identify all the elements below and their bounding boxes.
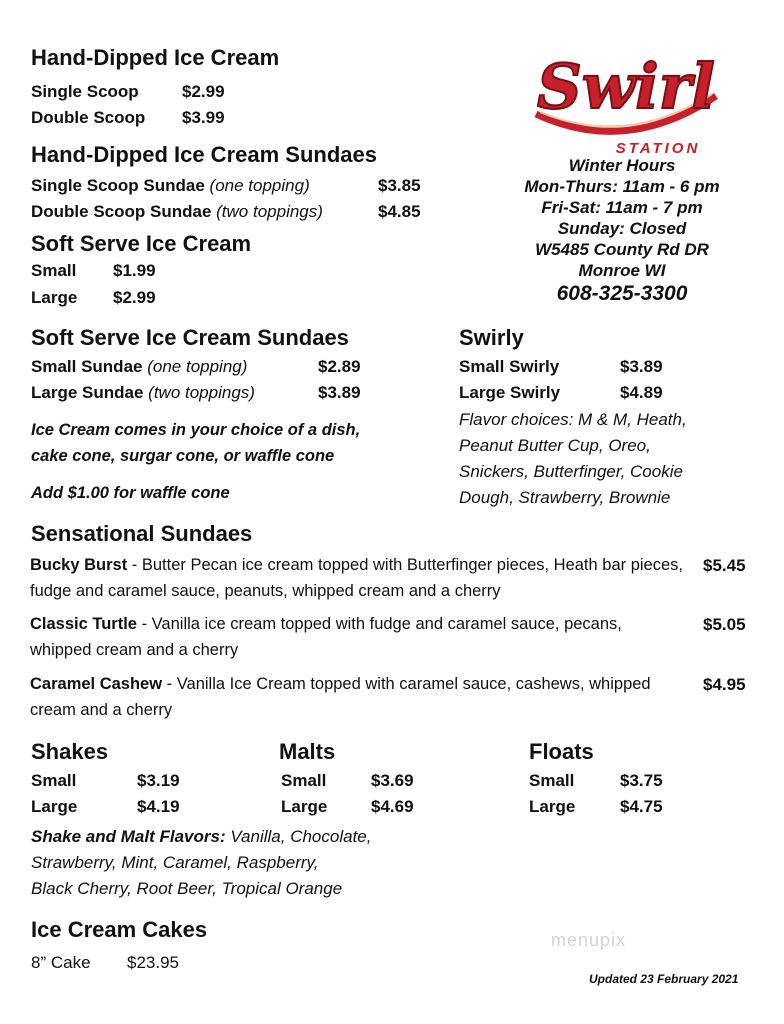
- phone-number: 608-325-3300: [556, 282, 688, 305]
- address-line: W5485 County Rd DR: [535, 240, 709, 259]
- updated-date: Updated 23 February 2021: [589, 972, 739, 986]
- item-price: $2.99: [182, 82, 225, 101]
- sundae-item: [30, 552, 686, 604]
- menupix-watermark: menupix: [551, 930, 627, 950]
- item-name: Single Scoop Sundae: [31, 176, 205, 195]
- swirl-logo-graphic: [526, 36, 722, 160]
- section-title: Sensational Sundaes: [31, 521, 253, 546]
- item-name: Single Scoop: [31, 82, 139, 101]
- item-description: - Vanilla ice cream topped with fudge and caramel sauce, pecans, whipped cream and a cherry: [30, 615, 622, 659]
- shake-flavors-label: Shake and Malt Flavors:: [31, 827, 226, 846]
- shake-flavors-line: Black Cherry, Root Beer, Tropical Orange: [31, 879, 343, 898]
- item-name: Caramel Cashew: [30, 675, 163, 693]
- item-name: 8” Cake: [31, 953, 91, 972]
- item-price: $3.99: [182, 108, 225, 127]
- logo-brand-text: Swirl: [537, 50, 715, 123]
- address-line: Monroe WI: [578, 261, 666, 280]
- menu-item: [31, 383, 255, 403]
- item-name: Small: [31, 261, 77, 280]
- menu-item: [31, 357, 247, 377]
- item-name: Small: [281, 771, 327, 790]
- item-name: Large: [31, 797, 78, 816]
- section-title: Hand-Dipped Ice Cream Sundaes: [31, 142, 377, 167]
- shake-flavors-line: Strawberry, Mint, Caramel, Raspberry,: [31, 853, 319, 872]
- menu-item: [31, 202, 323, 222]
- item-name: Small: [529, 771, 575, 790]
- sundae-item: [30, 611, 686, 663]
- swirly-flavors-line: Dough, Strawberry, Brownie: [459, 488, 671, 507]
- item-price: $3.69: [371, 771, 414, 790]
- item-price: $1.99: [113, 261, 156, 280]
- hours-line: Mon-Thurs: 11am - 6 pm: [524, 177, 720, 196]
- section-title: Floats: [529, 739, 594, 764]
- item-name: Large Swirly: [459, 383, 561, 402]
- section-title: Swirly: [459, 325, 524, 350]
- item-price: $3.89: [620, 357, 663, 376]
- hours-title: Winter Hours: [568, 156, 676, 175]
- item-name: Small: [31, 771, 77, 790]
- item-note: (two toppings): [148, 383, 255, 402]
- waffle-cone-note: Add $1.00 for waffle cone: [31, 484, 230, 502]
- shake-flavors-line: [31, 827, 371, 847]
- item-name: Large: [31, 288, 78, 307]
- item-name: Large: [529, 797, 576, 816]
- item-name: Small Swirly: [459, 357, 560, 376]
- item-name: Large Sundae: [31, 383, 144, 402]
- swirly-flavors-line: Flavor choices: M & M, Heath,: [459, 410, 687, 429]
- section-title: Soft Serve Ice Cream Sundaes: [31, 325, 349, 350]
- swirly-flavors-line: Peanut Butter Cup, Oreo,: [459, 436, 651, 455]
- item-name: Small Sundae: [31, 357, 143, 376]
- hours-line: Fri-Sat: 11am - 7 pm: [541, 198, 703, 217]
- item-note: (one topping): [209, 176, 310, 195]
- section-title: Hand-Dipped Ice Cream: [31, 45, 280, 70]
- section-title: Soft Serve Ice Cream: [31, 231, 252, 256]
- hours-line: Sunday: Closed: [557, 219, 687, 238]
- item-price: $2.89: [318, 357, 361, 376]
- item-price: $3.89: [318, 383, 361, 402]
- item-name: Double Scoop Sundae: [31, 202, 212, 221]
- item-price: $4.75: [620, 797, 663, 816]
- item-name: Classic Turtle: [30, 615, 137, 633]
- item-price: $3.85: [378, 176, 421, 195]
- logo-sub-text: STATION: [615, 140, 701, 157]
- item-name: Double Scoop: [31, 108, 146, 127]
- item-name: Large: [281, 797, 328, 816]
- item-price: $4.89: [620, 383, 663, 402]
- item-price: $2.99: [113, 288, 156, 307]
- item-price: $4.95: [703, 675, 746, 694]
- item-description: - Butter Pecan ice cream topped with Butterfinger pieces, Heath bar pieces, fudge and caramel sauce, peanuts, whipped cream and a cherry: [30, 556, 683, 600]
- section-title: Malts: [279, 739, 336, 764]
- section-title: Shakes: [31, 739, 109, 764]
- item-price: $3.19: [137, 771, 180, 790]
- item-price: $5.05: [703, 615, 746, 634]
- item-note: (two toppings): [216, 202, 323, 221]
- item-description: - Vanilla Ice Cream topped with caramel sauce, cashews, whipped cream and a cherry: [30, 675, 651, 719]
- item-price: $4.85: [378, 202, 421, 221]
- item-price: $5.45: [703, 556, 746, 575]
- item-note: (one topping): [147, 357, 248, 376]
- cone-note: Ice Cream comes in your choice of a dish,: [31, 421, 361, 439]
- item-price: $4.19: [137, 797, 180, 816]
- swirly-flavors-line: Snickers, Butterfinger, Cookie: [459, 462, 683, 481]
- shake-flavors-text: Vanilla, Chocolate,: [225, 827, 372, 846]
- section-title: Ice Cream Cakes: [31, 917, 208, 942]
- item-name: Bucky Burst: [30, 556, 128, 574]
- swirl-station-logo: [526, 36, 722, 160]
- item-price: $4.69: [371, 797, 414, 816]
- sundae-item: [30, 671, 686, 723]
- cone-note: cake cone, surgar cone, or waffle cone: [31, 447, 335, 465]
- item-price: $23.95: [127, 953, 179, 972]
- menu-item: [31, 176, 310, 196]
- item-price: $3.75: [620, 771, 663, 790]
